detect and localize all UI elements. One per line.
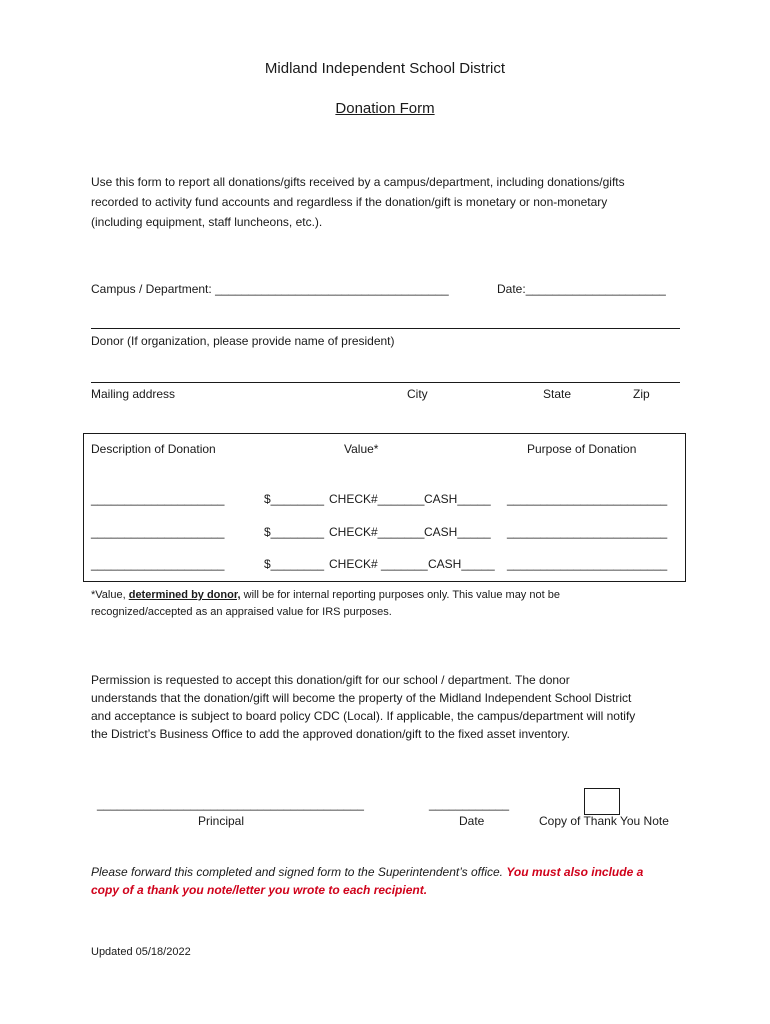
permission-line-4: the District’s Business Office to add the approved donation/gift to the fixed asset inventory. bbox=[91, 727, 570, 741]
footnote-emphasis: determined by donor, bbox=[128, 589, 241, 601]
campus-department-blank[interactable]: ___________________________________ bbox=[215, 282, 449, 296]
purpose-blank-2[interactable]: ________________________ bbox=[507, 525, 668, 539]
updated-date: Updated 05/18/2022 bbox=[91, 946, 191, 958]
check-blank-2[interactable]: CHECK#_______ bbox=[329, 525, 425, 539]
thank-you-note-label: Copy of Thank You Note bbox=[539, 814, 669, 828]
description-blank-1[interactable]: ____________________ bbox=[91, 492, 225, 506]
state-label: State bbox=[543, 387, 572, 401]
forwarding-text: Please forward this completed and signed form to the Superintendent’s office. bbox=[91, 865, 507, 879]
value-footnote bbox=[91, 589, 560, 601]
check-blank-3[interactable]: CHECK# _______ bbox=[329, 557, 428, 571]
description-blank-3[interactable]: ____________________ bbox=[91, 557, 225, 571]
value-dollar-blank-2[interactable]: $________ bbox=[264, 525, 325, 539]
value-dollar-blank-1[interactable]: $________ bbox=[264, 492, 325, 506]
permission-line-1: Permission is requested to accept this donation/gift for our school / department. The donor bbox=[91, 673, 570, 687]
signature-date-label: Date bbox=[459, 814, 485, 828]
donor-label: Donor (If organization, please provide name of president) bbox=[91, 334, 395, 348]
check-blank-1[interactable]: CHECK#_______ bbox=[329, 492, 425, 506]
intro-line-1: Use this form to report all donations/gifts received by a campus/department, including donations/gifts bbox=[91, 175, 625, 189]
city-label: City bbox=[407, 387, 428, 401]
thank-you-requirement: You must also include a bbox=[506, 865, 644, 879]
forwarding-instructions bbox=[91, 865, 643, 879]
intro-line-2: recorded to activity fund accounts and regardless if the donation/gift is monetary or non-monetary bbox=[91, 195, 608, 209]
form-title: Donation Form bbox=[335, 100, 435, 117]
thank-you-note-checkbox[interactable] bbox=[584, 788, 620, 815]
permission-line-2: understands that the donation/gift will become the property of the Midland Independent School District bbox=[91, 691, 632, 705]
donor-line[interactable] bbox=[91, 328, 680, 329]
zip-label: Zip bbox=[633, 387, 650, 401]
value-header: Value* bbox=[344, 442, 379, 456]
purpose-blank-1[interactable]: ________________________ bbox=[507, 492, 668, 506]
mailing-address-line[interactable] bbox=[91, 382, 680, 383]
campus-department-field[interactable] bbox=[91, 282, 449, 296]
principal-signature-blank[interactable]: ________________________________________ bbox=[97, 797, 364, 811]
cash-blank-1[interactable]: CASH_____ bbox=[424, 492, 491, 506]
thank-you-requirement-line-2: copy of a thank you note/letter you wrote to each recipient. bbox=[91, 883, 428, 897]
footnote-prefix: *Value, bbox=[91, 589, 129, 601]
signature-date-blank[interactable]: ____________ bbox=[429, 797, 510, 811]
cash-blank-2[interactable]: CASH_____ bbox=[424, 525, 491, 539]
date-label: Date: bbox=[497, 282, 526, 296]
permission-line-3: and acceptance is subject to board policy CDC (Local). If applicable, the campus/department will notify bbox=[91, 709, 636, 723]
description-blank-2[interactable]: ____________________ bbox=[91, 525, 225, 539]
date-blank[interactable]: _____________________ bbox=[525, 282, 666, 296]
footnote-suffix: will be for internal reporting purposes only. This value may not be bbox=[240, 589, 560, 601]
principal-label: Principal bbox=[198, 814, 245, 828]
purpose-header: Purpose of Donation bbox=[527, 442, 637, 456]
intro-line-3: (including equipment, staff luncheons, etc.). bbox=[91, 215, 323, 229]
campus-department-label: Campus / Department: bbox=[91, 282, 212, 296]
purpose-blank-3[interactable]: ________________________ bbox=[507, 557, 668, 571]
footnote-line-2: recognized/accepted as an appraised value for IRS purposes. bbox=[91, 606, 392, 618]
district-name: Midland Independent School District bbox=[264, 60, 506, 77]
date-field[interactable] bbox=[497, 282, 666, 296]
cash-blank-3[interactable]: CASH_____ bbox=[428, 557, 495, 571]
mailing-address-label: Mailing address bbox=[91, 387, 176, 401]
value-dollar-blank-3[interactable]: $________ bbox=[264, 557, 325, 571]
description-header: Description of Donation bbox=[91, 442, 216, 456]
